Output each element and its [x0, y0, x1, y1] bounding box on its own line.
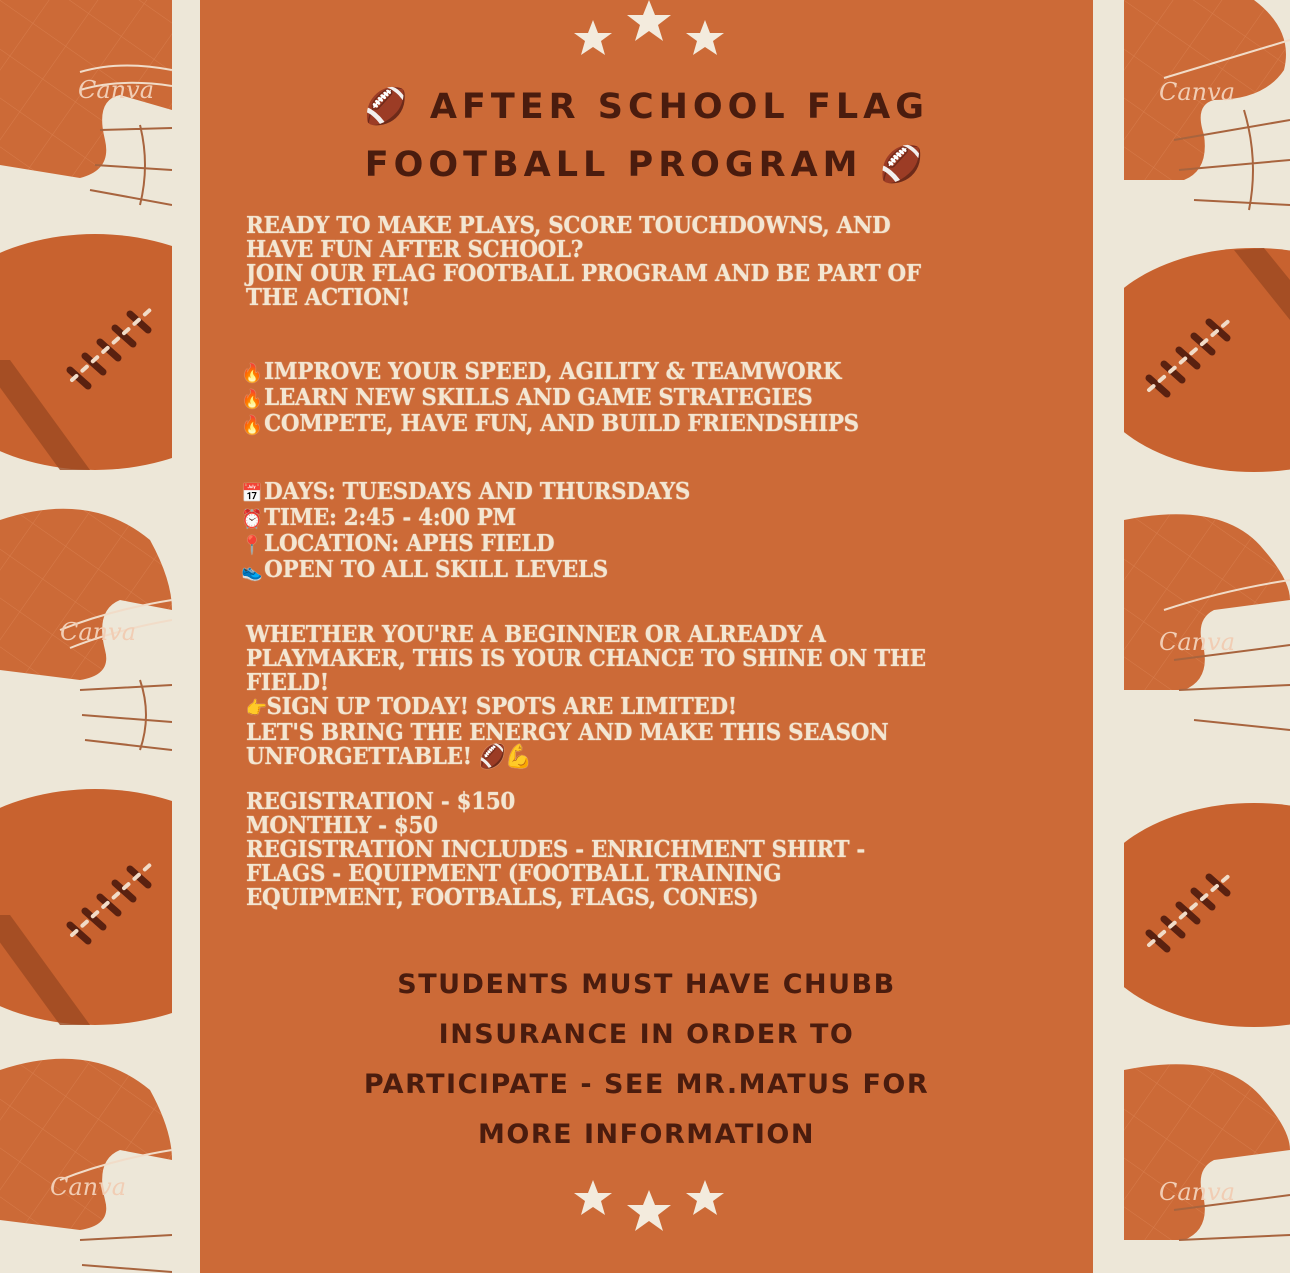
stars-bottom-icon	[200, 1175, 1093, 1245]
registration-price: REGISTRATION - $150	[246, 788, 516, 815]
detail-location: 📍LOCATION: APHS FIELD	[241, 530, 555, 557]
helmet-icon	[1124, 514, 1290, 730]
helmet-and-football-pattern-icon	[1124, 0, 1290, 1273]
left-decor-strip	[0, 0, 172, 1273]
football-icon	[1124, 803, 1290, 1027]
helmet-and-football-pattern-icon	[0, 0, 172, 1273]
detail-time: ⏰TIME: 2:45 - 4:00 PM	[241, 504, 516, 531]
svg-text:Canva: Canva	[1159, 78, 1235, 106]
stars-top-icon	[200, 0, 1093, 70]
svg-text:Canva: Canva	[1159, 1178, 1235, 1206]
svg-text:Canva: Canva	[78, 76, 154, 104]
pointing-hand-icon: 👉	[246, 698, 267, 719]
helmet-icon	[0, 0, 172, 205]
football-emoji-icon: 🏈	[364, 87, 413, 127]
insurance-notice: STUDENTS MUST HAVE CHUBB INSURANCE IN ORDER TO PARTICIPATE - SEE MR.MATUS FOR MORE INFORMATION	[363, 969, 930, 1150]
alarm-clock-icon: ⏰	[241, 509, 263, 530]
benefit-item: 🔥COMPETE, HAVE FUN, AND BUILD FRIENDSHIPS	[241, 410, 859, 437]
detail-skill: 👟OPEN TO ALL SKILL LEVELS	[241, 556, 608, 583]
football-emoji-icon: 🏈	[879, 145, 929, 185]
svg-text:Canva: Canva	[60, 618, 136, 646]
signup-line: 👉SIGN UP TODAY! SPOTS ARE LIMITED!	[246, 693, 737, 720]
benefits-list	[240, 360, 984, 438]
benefit-item: 🔥IMPROVE YOUR SPEED, AGILITY & TEAMWORK	[241, 358, 842, 385]
calendar-icon: 📅	[241, 483, 263, 504]
fire-icon: 🔥	[241, 363, 263, 384]
intro-text: READY TO MAKE PLAYS, SCORE TOUCHDOWNS, AND HAVE FUN AFTER SCHOOL? JOIN OUR FLAG FOOTBALL PROGRAM AND BE PART OF THE ACTION!	[246, 212, 921, 311]
right-decor-strip	[1124, 0, 1290, 1273]
benefit-item: 🔥LEARN NEW SKILLS AND GAME STRATEGIES	[241, 384, 813, 411]
title-line-2: FOOTBALL PROGRAM 🏈	[364, 145, 929, 185]
title-line-1: 🏈 AFTER SCHOOL FLAG	[364, 87, 929, 127]
detail-days: 📅DAYS: TUESDAYS AND THURSDAYS	[241, 478, 691, 505]
sneaker-icon: 👟	[241, 561, 263, 582]
page-title	[200, 78, 1093, 194]
flyer-panel	[200, 0, 1093, 1273]
monthly-price: MONTHLY - $50	[246, 812, 438, 839]
football-icon	[0, 234, 172, 470]
details-list	[240, 480, 984, 584]
helmet-icon	[1124, 1064, 1290, 1240]
pricing-text: REGISTRATION - $150 MONTHLY - $50 REGISTRATION INCLUDES - ENRICHMENT SHIRT - FLAGS - EQUIPMENT (FOOTBALL TRAINING EQUIPMENT, FOOTBALLS, FLAGS, CONES)	[246, 790, 990, 910]
football-icon	[1124, 248, 1290, 472]
svg-text:Canva: Canva	[50, 1173, 126, 1201]
pitch-text: WHETHER YOU'RE A BEGINNER OR ALREADY A PLAYMAKER, THIS IS YOUR CHANCE TO SHINE ON THE FIELD! 👉SIGN UP TODAY! SPOTS ARE LIMITED! LET'S BRING THE ENERGY AND MAKE THIS SEASON UNFORGETTABLE! 🏈💪	[246, 623, 990, 769]
map-pin-icon: 📍	[241, 535, 263, 556]
helmet-icon	[0, 1059, 172, 1272]
helmet-icon	[1124, 0, 1290, 210]
svg-text:Canva: Canva	[1159, 628, 1235, 656]
fire-icon: 🔥	[241, 389, 263, 410]
helmet-icon	[0, 509, 172, 750]
football-icon	[0, 789, 172, 1025]
fire-icon: 🔥	[241, 415, 263, 436]
